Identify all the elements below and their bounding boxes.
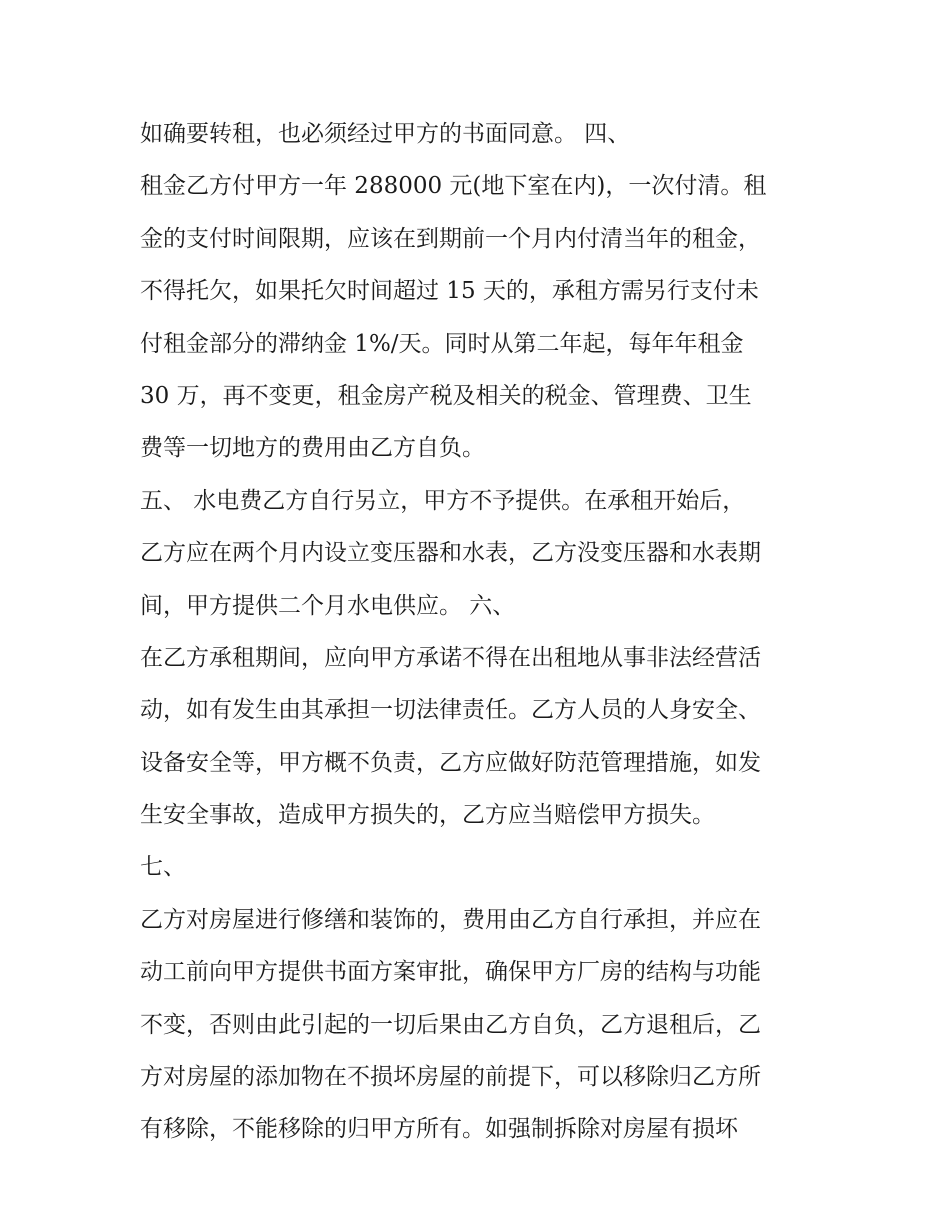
text-line: 30 万，再不变更，租金房产税及相关的税金、管理费、卫生 — [140, 382, 752, 409]
text-line: 生安全事故，造成甲方损失的，乙方应当赔偿甲方损失。 — [140, 802, 715, 829]
text-line: 金的支付时间限期，应该在到期前一个月内付清当年的租金， — [140, 225, 761, 252]
text-line: 乙方对房屋进行修缮和装饰的，费用由乙方自行承担，并应在 — [140, 906, 761, 933]
text-line: 间，甲方提供二个月水电供应。 六、 — [140, 592, 516, 619]
document-body — [140, 108, 820, 1156]
text-line: 费等一切地方的费用由乙方自负。 — [140, 435, 485, 462]
text-line: 有移除，不能移除的归甲方所有。如强制拆除对房屋有损坏 — [140, 1116, 738, 1143]
text-line: 付租金部分的滞纳金 1%/天。同时从第二年起，每年年租金 — [140, 330, 744, 357]
text-line: 方对房屋的添加物在不损坏房屋的前提下，可以移除归乙方所 — [140, 1064, 761, 1091]
text-line: 不得托欠，如果托欠时间超过 15 天的，承租方需另行支付未 — [140, 278, 759, 305]
text-line: 如确要转租，也必须经过甲方的书面同意。 四、 — [140, 121, 631, 147]
text-line: 在乙方承租期间，应向甲方承诺不得在出租地从事非法经营活 — [140, 644, 761, 671]
text-line: 设备安全等，甲方概不负责，乙方应做好防范管理措施，如发 — [140, 749, 761, 776]
text-line: 动工前向甲方提供书面方案审批，确保甲方厂房的结构与功能 — [140, 959, 761, 986]
text-line: 七、 — [140, 854, 186, 881]
text-line: 不变，否则由此引起的一切后果由乙方自负，乙方退租后，乙 — [140, 1011, 761, 1038]
text-line: 租金乙方付甲方一年 288000 元(地下室在内)，一次付清。租 — [140, 173, 767, 200]
text-line: 五、 水电费乙方自行另立，甲方不予提供。在承租开始后， — [140, 487, 746, 514]
text-line: 乙方应在两个月内设立变压器和水表，乙方没变压器和水表期 — [140, 540, 761, 567]
text-line: 动，如有发生由其承担一切法律责任。乙方人员的人身安全、 — [140, 697, 761, 724]
